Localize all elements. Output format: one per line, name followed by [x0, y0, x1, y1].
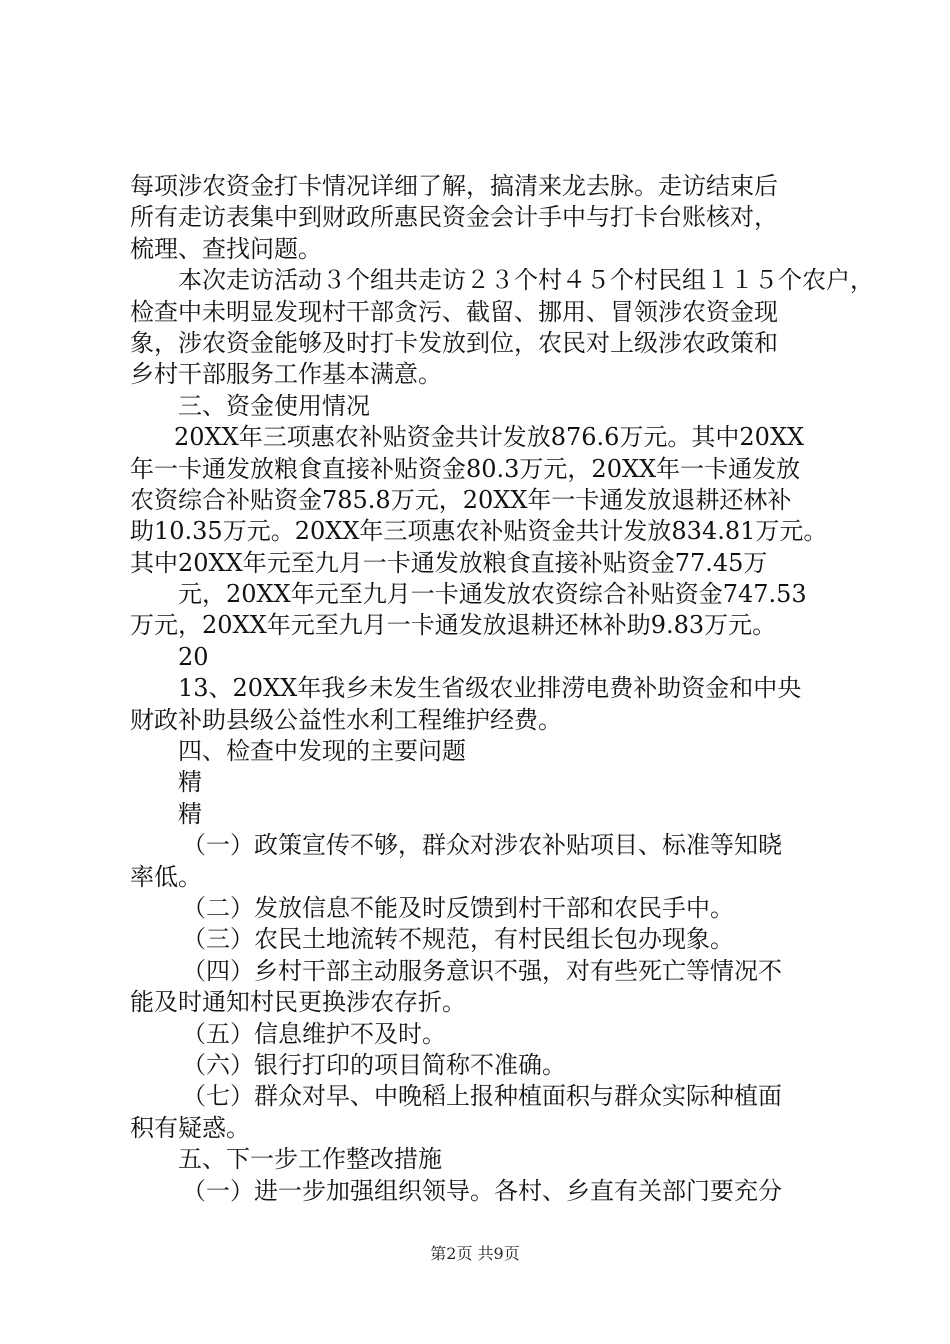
- body-line: 助10.35万元。20XX年三项惠农补贴资金共计发放834.81万元。: [130, 517, 828, 546]
- list-item: （五）信息维护不及时。: [182, 1019, 446, 1048]
- section-heading: 四、检查中发现的主要问题: [178, 737, 466, 766]
- body-line: 元，20XX年元至九月一卡通发放农资综合补贴资金747.53: [178, 580, 807, 609]
- list-item: （二）发放信息不能及时反馈到村干部和农民手中。: [182, 893, 734, 922]
- body-line: 农资综合补贴资金785.8万元，20XX年一卡通发放退耕还林补: [130, 485, 792, 514]
- body-line: 其中20XX年元至九月一卡通发放粮食直接补贴资金77.45万: [130, 548, 768, 577]
- body-line: 20XX年三项惠农补贴资金共计发放876.6万元。其中20XX: [174, 423, 805, 452]
- body-line: 积有疑惑。: [130, 1113, 250, 1142]
- section-heading: 五、下一步工作整改措施: [178, 1145, 442, 1174]
- body-line: 万元，20XX年元至九月一卡通发放退耕还林补助9.83万元。: [130, 611, 777, 640]
- list-item: （三）农民土地流转不规范，有村民组长包办现象。: [182, 925, 734, 954]
- body-line: 本次走访活动３个组共走访２３个村４５个村民组１１５个农户，: [178, 266, 874, 295]
- body-line: 精: [178, 799, 202, 828]
- list-item: （一）政策宣传不够，群众对涉农补贴项目、标准等知晓: [182, 831, 782, 860]
- body-line: 13、20XX年我乡未发生省级农业排涝电费补助资金和中央: [178, 674, 802, 703]
- body-line: 象，涉农资金能够及时打卡发放到位，农民对上级涉农政策和: [130, 328, 778, 357]
- body-line: 精: [178, 768, 202, 797]
- body-line: 能及时通知村民更换涉农存折。: [130, 988, 466, 1017]
- list-item: （六）银行打印的项目简称不准确。: [182, 1050, 566, 1079]
- list-item: （四）乡村干部主动服务意识不强，对有些死亡等情况不: [182, 956, 782, 985]
- page-footer: 第2页 共9页: [430, 1244, 520, 1263]
- body-line: 财政补助县级公益性水利工程维护经费。: [130, 705, 562, 734]
- list-item: （七）群众对早、中晚稻上报种植面积与群众实际种植面: [182, 1082, 782, 1111]
- body-line: 所有走访表集中到财政所惠民资金会计手中与打卡台账核对，: [130, 203, 778, 232]
- list-item: （一）进一步加强组织领导。各村、乡直有关部门要充分: [182, 1176, 782, 1205]
- body-line: 率低。: [130, 862, 202, 891]
- document-body: [130, 171, 874, 1207]
- body-line: 梳理、查找问题。: [130, 234, 322, 263]
- body-line: 每项涉农资金打卡情况详细了解，搞清来龙去脉。走访结束后: [130, 172, 778, 200]
- body-line: 年一卡通发放粮食直接补贴资金80.3万元，20XX年一卡通发放: [130, 454, 801, 483]
- body-line: 检查中未明显发现村干部贪污、截留、挪用、冒领涉农资金现: [130, 297, 778, 326]
- section-heading: 三、资金使用情况: [178, 391, 370, 420]
- body-line: 乡村干部服务工作基本满意。: [130, 360, 442, 389]
- body-line: 20: [178, 642, 209, 671]
